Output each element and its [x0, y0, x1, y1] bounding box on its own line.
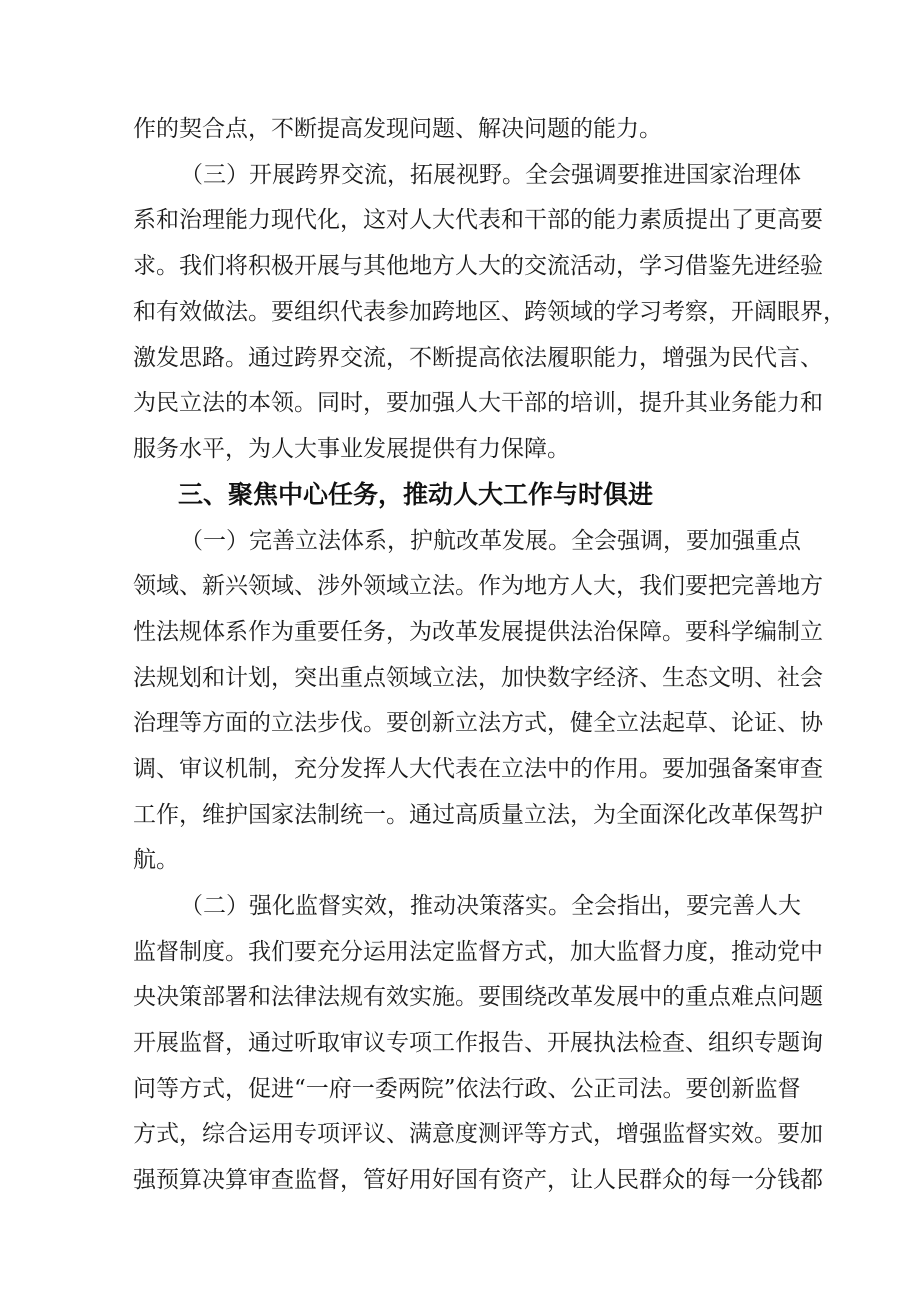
text-line: 强预算决算审查监督，管好用好国有资产，让人民群众的每一分钱都 — [133, 1167, 823, 1193]
text-line: 治理等方面的立法步伐。要创新立法方式，健全立法起草、论证、协 — [133, 710, 823, 736]
text-line: （一）完善立法体系，护航改革发展。全会强调，要加强重点 — [180, 528, 801, 554]
text-line: 领域、新兴领域、涉外领域立法。作为地方人大，我们要把完善地方 — [133, 573, 823, 599]
section-heading: 三、聚焦中心任务，推动人大工作与时俱进 — [178, 480, 654, 509]
text-line: 监督制度。我们要充分运用法定监督方式，加大监督力度，推动党中 — [133, 939, 823, 965]
text-line: 和有效做法。要组织代表参加跨地区、跨领域的学习考察，开阔眼界， — [133, 299, 846, 325]
text-line: 作的契合点，不断提高发现问题、解决问题的能力。 — [133, 116, 662, 142]
text-line: 法规划和计划，突出重点领域立法，加快数字经济、生态文明、社会 — [133, 665, 823, 691]
text-line: 问等方式，促进“一府一委两院”依法行政、公正司法。要创新监督 — [133, 1076, 801, 1102]
text-line: 工作，维护国家法制统一。通过高质量立法，为全面深化改革保驾护 — [133, 802, 823, 828]
text-line: 系和治理能力现代化，这对人大代表和干部的能力素质提出了更高要 — [133, 207, 823, 233]
text-line: 航。 — [133, 847, 179, 873]
text-line: 央决策部署和法律法规有效实施。要围绕改革发展中的重点难点问题 — [133, 984, 823, 1010]
text-line: 方式，综合运用专项评议、满意度测评等方式，增强监督实效。要加 — [133, 1121, 823, 1147]
text-line: 求。我们将积极开展与其他地方人大的交流活动，学习借鉴先进经验 — [133, 253, 823, 279]
text-line: （二）强化监督实效，推动决策落实。全会指出，要完善人大 — [180, 893, 801, 919]
text-line: 开展监督，通过听取审议专项工作报告、开展执法检查、组织专题询 — [133, 1030, 823, 1056]
text-line: 为民立法的本领。同时，要加强人大干部的培训，提升其业务能力和 — [133, 390, 823, 416]
text-line: 服务水平，为人大事业发展提供有力保障。 — [133, 436, 570, 462]
text-line: 调、审议机制，充分发挥人大代表在立法中的作用。要加强备案审查 — [133, 756, 823, 782]
text-line: 激发思路。通过跨界交流，不断提高依法履职能力，增强为民代言、 — [133, 345, 823, 371]
text-line: （三）开展跨界交流，拓展视野。全会强调要推进国家治理体 — [180, 162, 801, 188]
text-line: 性法规体系作为重要任务，为改革发展提供法治保障。要科学编制立 — [133, 619, 823, 645]
